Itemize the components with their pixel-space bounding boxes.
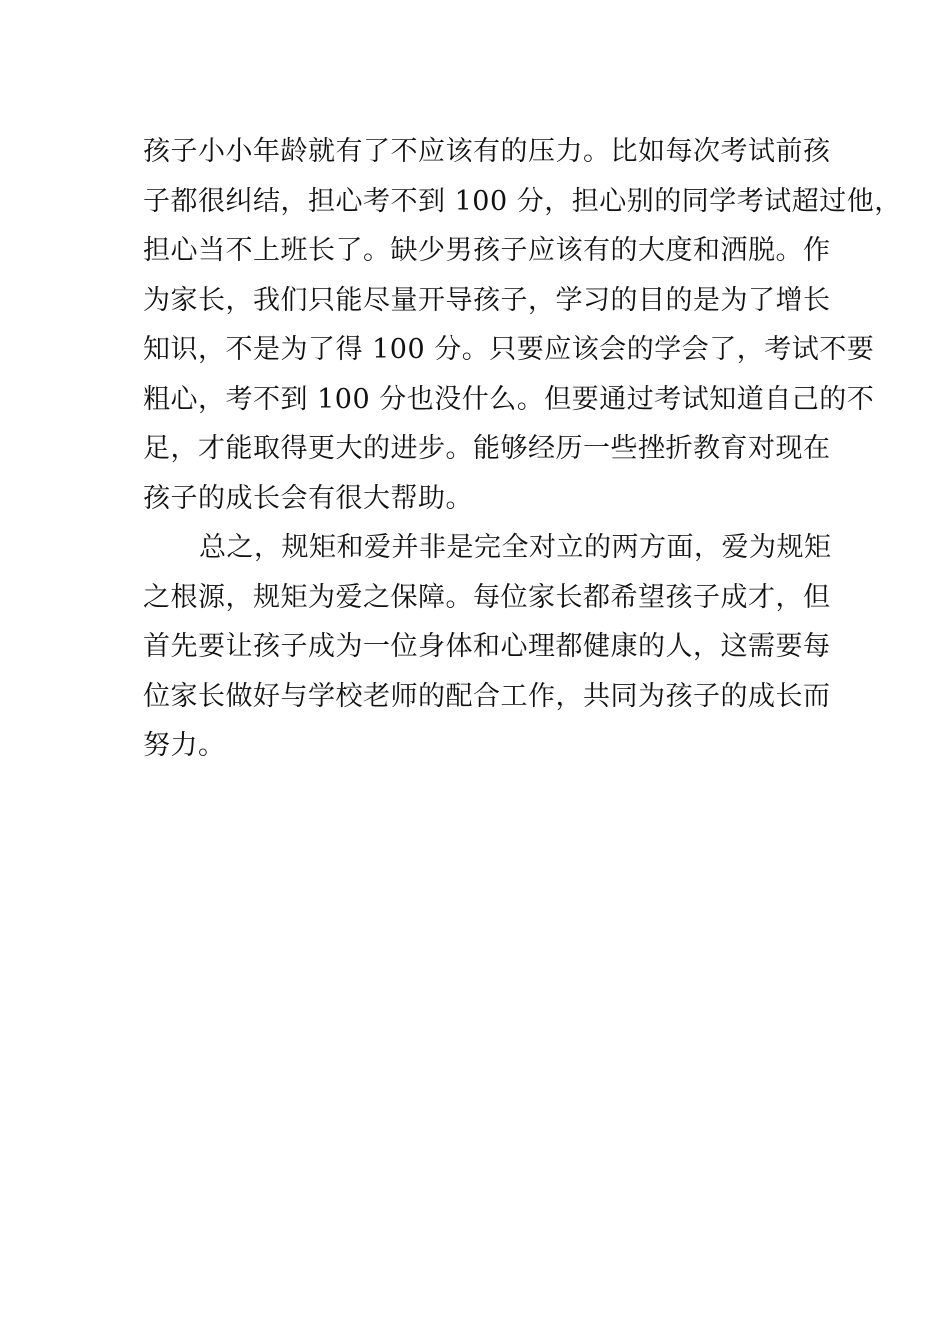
paragraph-2 [143, 523, 843, 771]
text-line: 首先要让孩子成为一位身体和心理都健康的人，这需要每 [143, 631, 831, 662]
text-line: 位家长做好与学校老师的配合工作，共同为孩子的成长而 [143, 680, 831, 712]
paragraph-1 [143, 127, 902, 523]
text-line: 足，才能取得更大的进步。能够经历一些挫折教育对现在 [143, 433, 831, 464]
text-line: 粗心，考不到 100 分也没什么。但要通过考试知道自己的不 [143, 383, 875, 415]
text-line: 之根源，规矩为爱之保障。每位家长都希望孩子成才，但 [143, 581, 831, 613]
text-line: 努力。 [143, 730, 226, 761]
text-line: 孩子的成长会有很大帮助。 [143, 482, 473, 514]
text-line: 担心当不上班长了。缺少男孩子应该有的大度和洒脱。作 [143, 235, 831, 266]
text-line: 知识，不是为了得 100 分。只要应该会的学会了，考试不要 [143, 334, 875, 365]
text-line: 子都很纠结，担心考不到 100 分，担心别的同学考试超过他， [143, 185, 902, 217]
text-line: 总之，规矩和爱并非是完全对立的两方面，爱为规矩 [199, 532, 832, 563]
text-line: 孩子小小年龄就有了不应该有的压力。比如每次考试前孩 [143, 136, 831, 167]
document-body [143, 127, 902, 771]
text-line: 为家长，我们只能尽量开导孩子，学习的目的是为了增长 [143, 284, 831, 316]
